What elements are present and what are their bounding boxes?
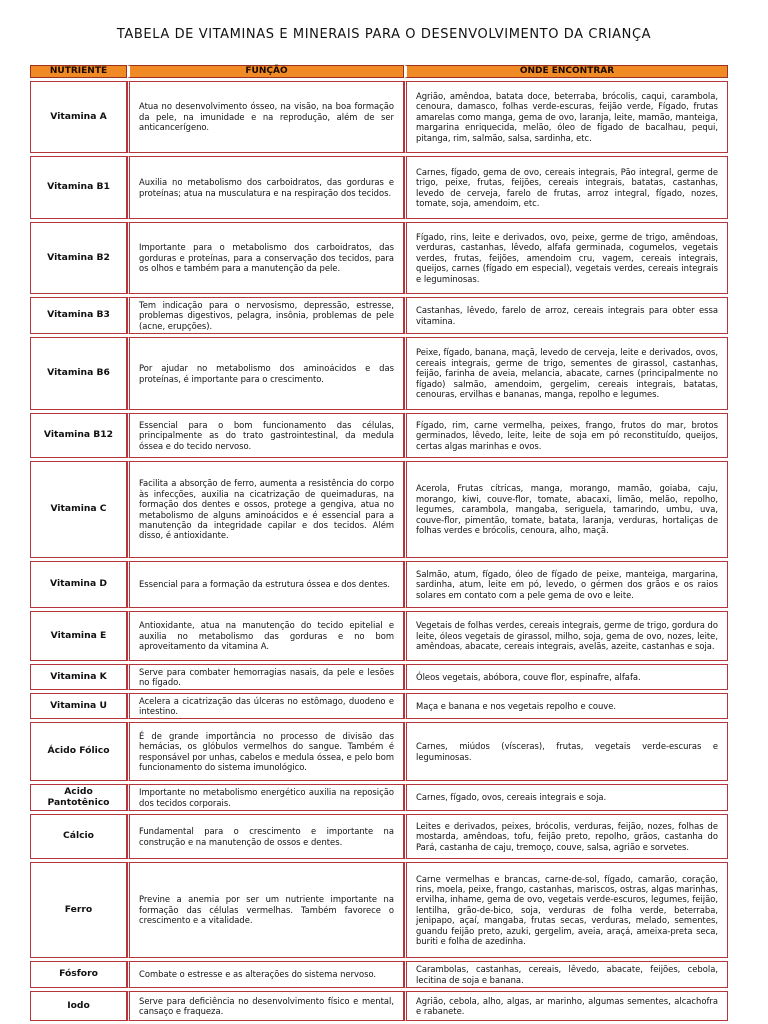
nutrient-table bbox=[30, 62, 728, 1024]
table-header-row bbox=[30, 65, 728, 78]
function-text: Previne a anemia por ser um nutriente importante na formação das células vermelhas. Também favorece o crescimento e a vitalidade. bbox=[127, 862, 404, 958]
table-row bbox=[30, 611, 728, 661]
nutrient-name: Ácido Fólico bbox=[30, 722, 127, 781]
sources-text: Agrião, amêndoa, batata doce, beterraba, brócolis, caqui, carambola, cenoura, damasco, folhas verde-escuras, feijão verde, Fígado, frutas amarelas como manga, gema de ovo, laranja, leite, mamão, manteiga, margarina enriquecida, melão, óleo de fígado de bacalhau, pequi, pitanga, rim, salmão, salsa, sardinha, etc. bbox=[404, 81, 728, 153]
function-text: Fundamental para o crescimento e importante na construção e na manutenção de ossos e dentes. bbox=[127, 814, 404, 859]
nutrient-name: Iodo bbox=[30, 991, 127, 1021]
nutrient-name: Vitamina B6 bbox=[30, 337, 127, 410]
nutrient-name: Vitamina U bbox=[30, 693, 127, 719]
table-row bbox=[30, 337, 728, 410]
nutrient-name: Ferro bbox=[30, 862, 127, 958]
table-row bbox=[30, 222, 728, 294]
nutrient-name: Cálcio bbox=[30, 814, 127, 859]
sources-text: Fígado, rins, leite e derivados, ovo, peixe, germe de trigo, amêndoas, verduras, castanhas, lêvedo, alfafa germinada, cogumelos, vegetais verdes, frutas, feijões, amendoim cru, vagem, cereais integrais, queijos, carnes (fígado em especial), vegetais verdes, cereais integrais e leguminosas. bbox=[404, 222, 728, 294]
function-text: Importante para o metabolismo dos carboidratos, das gorduras e proteínas, para a conservação dos tecidos, para os olhos e também para a manutenção da pele. bbox=[127, 222, 404, 294]
nutrient-name: Vitamina B12 bbox=[30, 413, 127, 458]
nutrient-name: Vitamina A bbox=[30, 81, 127, 153]
function-text: Antioxidante, atua na manutenção do tecido epitelial e auxilia no metabolismo das gorduras e no bom aproveitamento da vitamina A. bbox=[127, 611, 404, 661]
function-text: Serve para combater hemorragias nasais, da pele e lesões no fígado. bbox=[127, 664, 404, 690]
function-text: Atua no desenvolvimento ósseo, na visão, na boa formação da pele, na imunidade e na reprodução, além de ser anticancerígeno. bbox=[127, 81, 404, 153]
table-row bbox=[30, 81, 728, 153]
function-text: Tem indicação para o nervosismo, depressão, estresse, problemas digestivos, pelagra, insônia, problemas de pele (acne, erupções). bbox=[127, 297, 404, 334]
header-nutriente: NUTRIENTE bbox=[30, 65, 127, 78]
sources-text: Salmão, atum, fígado, óleo de fígado de peixe, manteiga, margarina, sardinha, atum, leite em pó, levedo, o gérmen dos grãos e os raios solares em contato com a pele gema de ovo e leite. bbox=[404, 561, 728, 608]
sources-text: Acerola, Frutas cítricas, manga, morango, mamão, goiaba, caju, morango, kiwi, couve-flor, tomate, abacaxi, limão, melão, repolho, legumes, carambola, mangaba, seriguela, tamarindo, umbu, uva, couve-flor, pimentão, tomate, batata, laranja, verduras, hortaliças de folhas verdes e brócolis, cenoura, alho, maçã. bbox=[404, 461, 728, 558]
sources-text: Maça e banana e nos vegetais repolho e couve. bbox=[404, 693, 728, 719]
sources-text: Vegetais de folhas verdes, cereais integrais, germe de trigo, gordura do leite, óleos vegetais de girassol, milho, soja, gema de ovo, nozes, leite, amêndoas, abacate, cereais integrais, avelãs, azeite, castanhas e soja. bbox=[404, 611, 728, 661]
table-row bbox=[30, 297, 728, 334]
sources-text: Carnes, fígado, ovos, cereais integrais e soja. bbox=[404, 784, 728, 811]
function-text: Essencial para o bom funcionamento das células, principalmente as do trato gastrointestinal, da medula óssea e do tecido nervoso. bbox=[127, 413, 404, 458]
sources-text: Castanhas, lêvedo, farelo de arroz, cereais integrais para obter essa vitamina. bbox=[404, 297, 728, 334]
sources-text: Fígado, rim, carne vermelha, peixes, frango, frutos do mar, brotos germinados, lêvedo, leite, leite de soja em pó reconstituído, queijos, certas algas marinhas e ovos. bbox=[404, 413, 728, 458]
table-row bbox=[30, 961, 728, 988]
nutrient-name: Vitamina D bbox=[30, 561, 127, 608]
table-row bbox=[30, 461, 728, 558]
sources-text: Óleos vegetais, abóbora, couve flor, espinafre, alfafa. bbox=[404, 664, 728, 690]
page-title: TABELA DE VITAMINAS E MINERAIS PARA O DESENVOLVIMENTO DA CRIANÇA bbox=[116, 27, 652, 42]
nutrient-name: Fósforo bbox=[30, 961, 127, 988]
function-text: Acelera a cicatrização das úlceras no estômago, duodeno e intestino. bbox=[127, 693, 404, 719]
nutrient-name: Vitamina B3 bbox=[30, 297, 127, 334]
function-text: Serve para deficiência no desenvolvimento físico e mental, cansaço e fraqueza. bbox=[127, 991, 404, 1021]
header-funcao: FUNÇÃO bbox=[127, 65, 404, 78]
sources-text: Peixe, fígado, banana, maçã, levedo de cerveja, leite e derivados, ovos, cereais integrais, germe de trigo, sementes de girassol, castanhas, feijão, farinha de aveia, melancia, abacate, carnes (principalmente no fígado) salmão, amendoim, gergelim, cereais integrais, batatas, cenouras, ervilhas e bananas, manga, repolho e legumes. bbox=[404, 337, 728, 410]
nutrient-name: Vitamina B2 bbox=[30, 222, 127, 294]
nutrient-name: Vitamina K bbox=[30, 664, 127, 690]
sources-text: Leites e derivados, peixes, brócolis, verduras, feijão, nozes, folhas de mostarda, amêndoas, tofu, feijão preto, repolho, grãos, castanha do Pará, castanha de caju, tremoço, couve, salsa, agrião e sorvetes. bbox=[404, 814, 728, 859]
function-text: Essencial para a formação da estrutura óssea e dos dentes. bbox=[127, 561, 404, 608]
table-row bbox=[30, 156, 728, 219]
function-text: É de grande importância no processo de divisão das hemácias, os glóbulos vermelhos do sangue. Também é responsável por unhas, cabelos e medula óssea, e pelo bom funcionamento do sistema imunológico. bbox=[127, 722, 404, 781]
function-text: Combate o estresse e as alterações do sistema nervoso. bbox=[127, 961, 404, 988]
sources-text: Carne vermelhas e brancas, carne-de-sol, fígado, camarão, coração, rins, moela, peixe, frango, castanhas, mariscos, ostras, algas marinhas, ervilha, inhame, gema de ovo, vegetais verde-escuros, legumes, feijão, lentilha, grão-de-bico, soja, verduras de folha verde, beterraba, jenipapo, açaí, mangaba, frutas secas, verduras, melado, sementes, guandu feijão preto, azuki, gergelim, aveia, araçá, ameixa-preta seca, buriti e folha de azedinha. bbox=[404, 862, 728, 958]
header-onde-encontrar: ONDE ENCONTRAR bbox=[404, 65, 728, 78]
table-row bbox=[30, 561, 728, 608]
sources-text: Agrião, cebola, alho, algas, ar marinho, algumas sementes, alcachofra e rabanete. bbox=[404, 991, 728, 1021]
table-row bbox=[30, 991, 728, 1021]
table-row bbox=[30, 862, 728, 958]
nutrient-name: Acido Pantotênico bbox=[30, 784, 127, 811]
sources-text: Carnes, miúdos (vísceras), frutas, vegetais verde-escuras e leguminosas. bbox=[404, 722, 728, 781]
table-row bbox=[30, 664, 728, 690]
function-text: Por ajudar no metabolismo dos aminoácidos e das proteínas, é importante para o crescimento. bbox=[127, 337, 404, 410]
function-text: Auxilia no metabolismo dos carboidratos, das gorduras e proteínas; atua na musculatura e na respiração dos tecidos. bbox=[127, 156, 404, 219]
function-text: Importante no metabolismo energético auxilia na reposição dos tecidos corporais. bbox=[127, 784, 404, 811]
table-row bbox=[30, 814, 728, 859]
table-row bbox=[30, 784, 728, 811]
table-row bbox=[30, 693, 728, 719]
function-text: Facilita a absorção de ferro, aumenta a resistência do corpo às infecções, auxilia na cicatrização de queimaduras, na formação dos dentes e ossos, protege a gengiva, atua no metabolismo de alguns aminoácidos e é essencial para a manutenção da integridade capilar e dos tecidos. Além disso, é antioxidante. bbox=[127, 461, 404, 558]
nutrient-name: Vitamina B1 bbox=[30, 156, 127, 219]
table-row bbox=[30, 413, 728, 458]
sources-text: Carnes, fígado, gema de ovo, cereais integrais, Pão integral, germe de trigo, peixe, frutas, feijões, cereais integrais, batatas, castanhas, levedo de cerveja, farelo de frutas, arroz integral, fígado, nozes, tomate, soja, amendoim, etc. bbox=[404, 156, 728, 219]
table-body bbox=[30, 81, 728, 1021]
sources-text: Carambolas, castanhas, cereais, lêvedo, abacate, feijões, cebola, lecitina de soja e banana. bbox=[404, 961, 728, 988]
table-row bbox=[30, 722, 728, 781]
nutrient-name: Vitamina E bbox=[30, 611, 127, 661]
nutrient-name: Vitamina C bbox=[30, 461, 127, 558]
